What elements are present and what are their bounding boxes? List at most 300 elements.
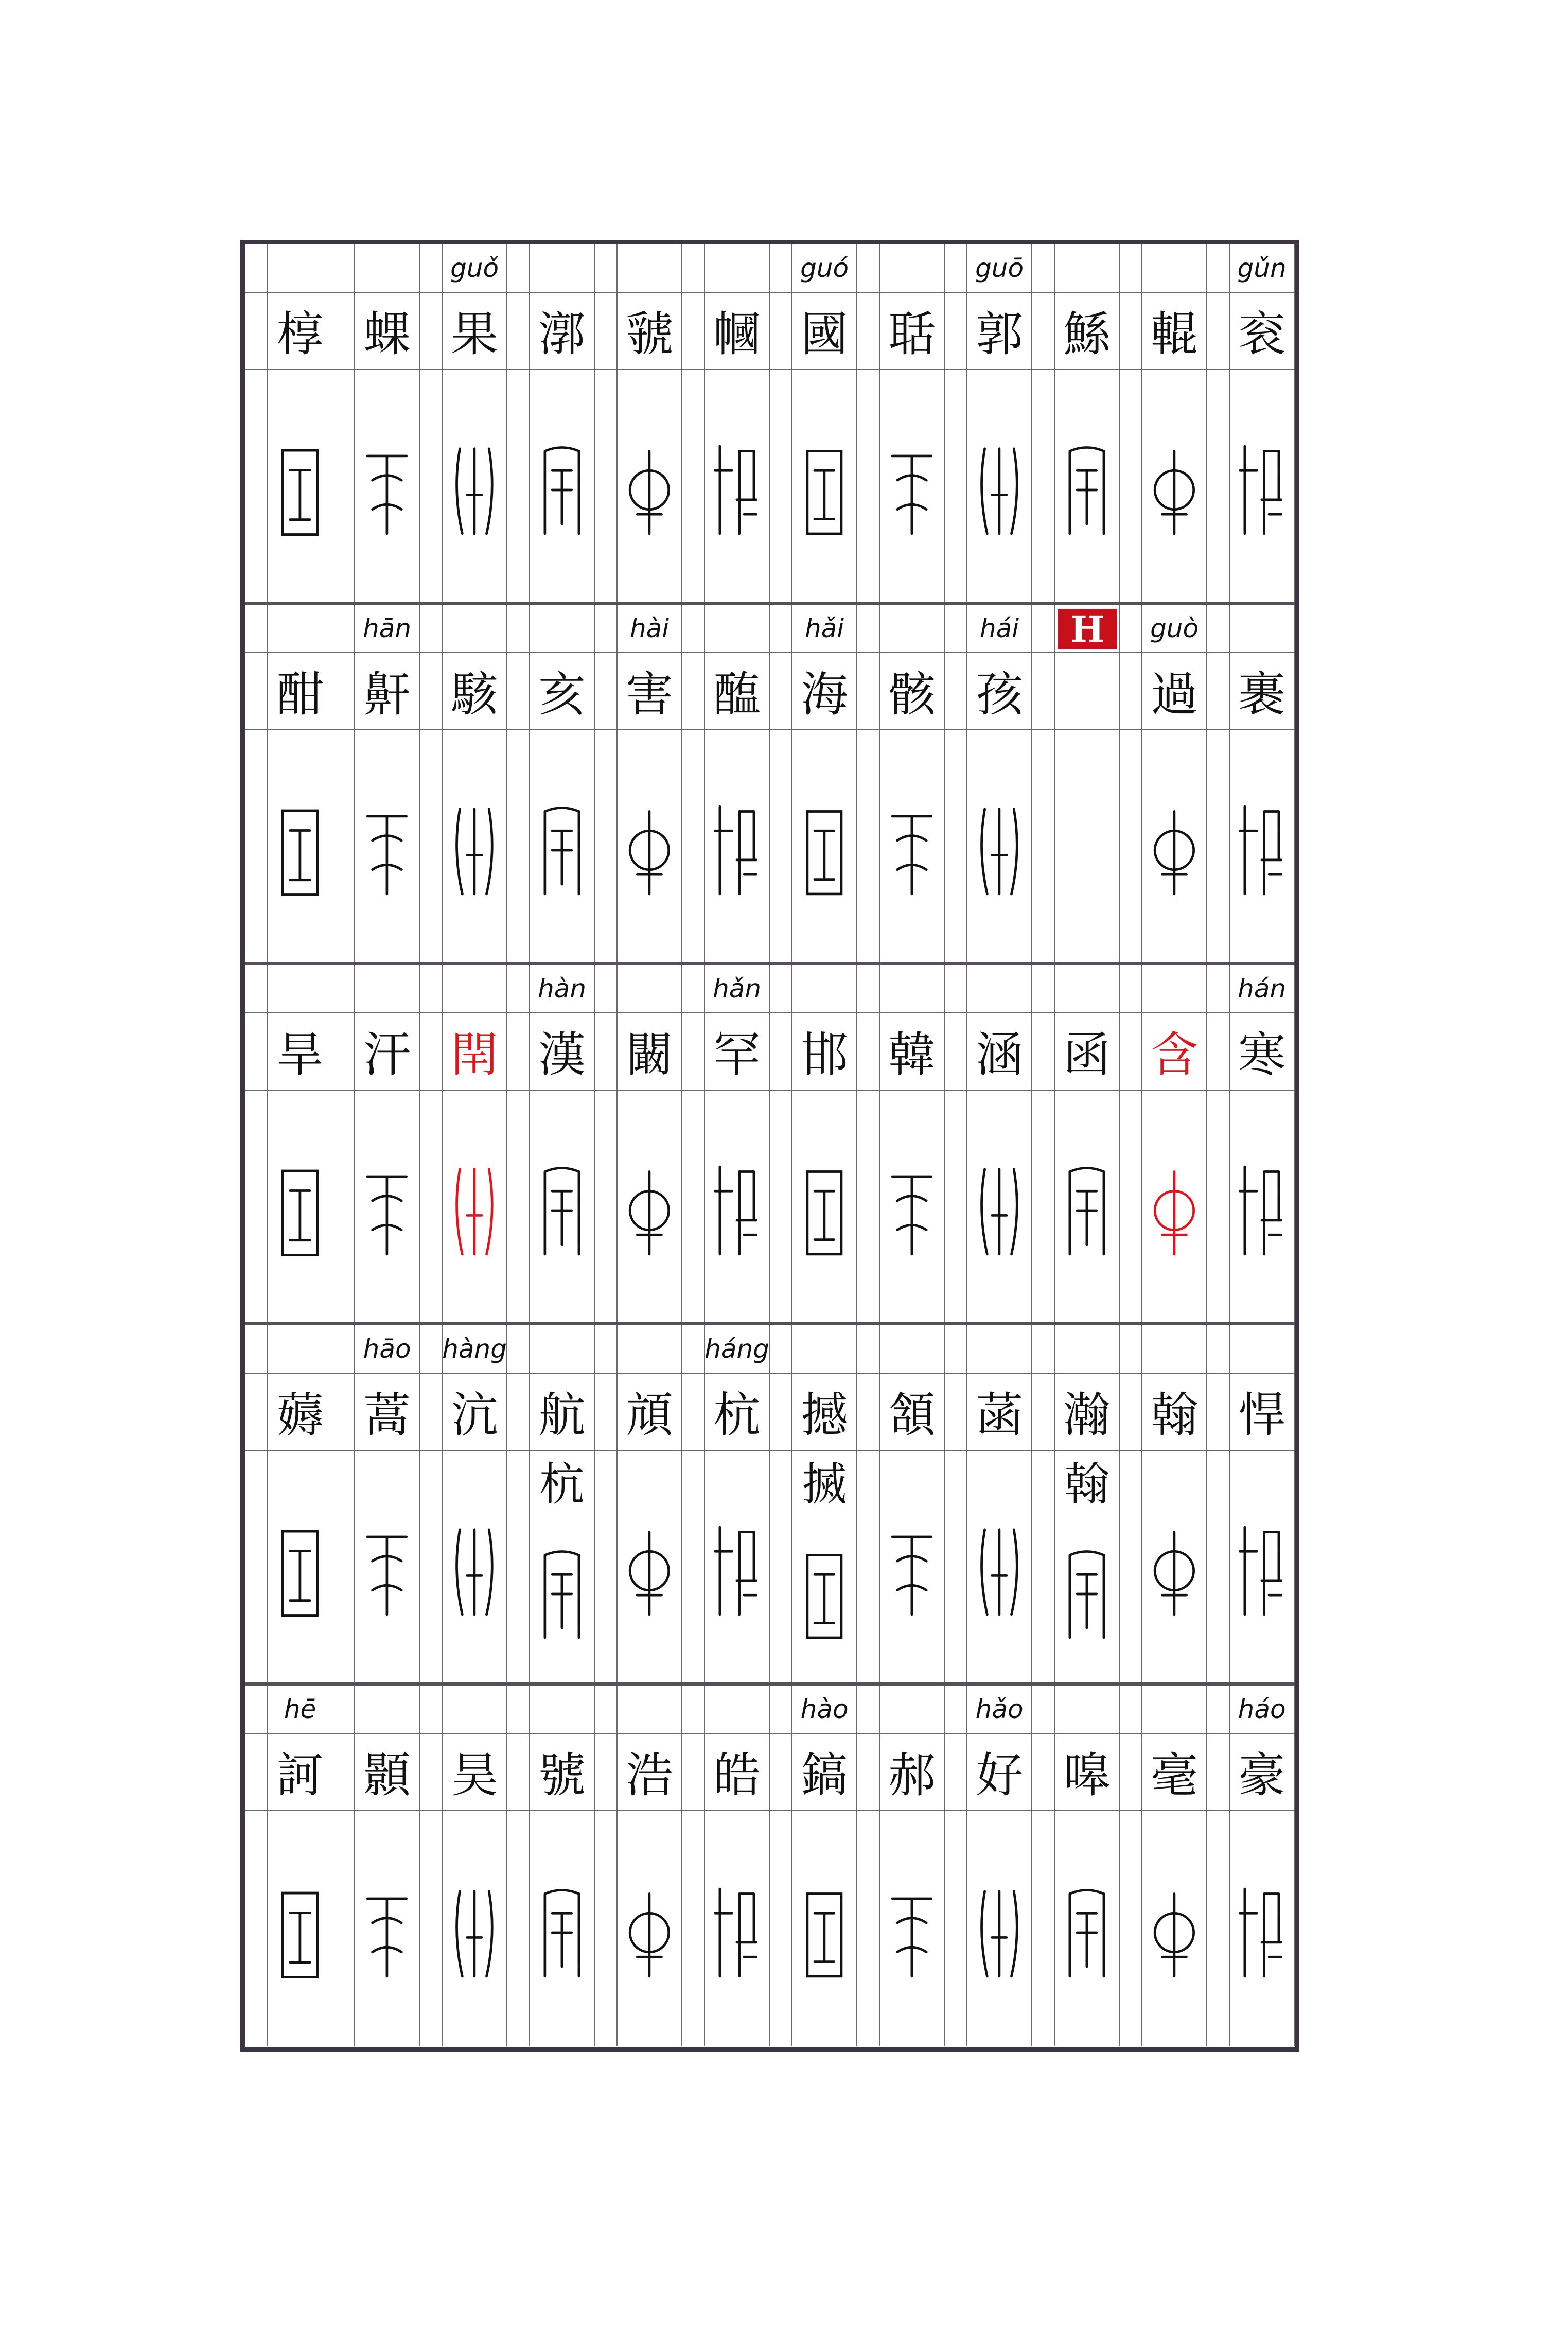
spacer-column: [245, 1686, 268, 2046]
spacer-column: [1032, 1686, 1055, 2046]
seal-script-glyph: [448, 1475, 501, 1667]
traditional-character: 幗: [713, 307, 761, 362]
seal-script-glyph: [710, 1475, 764, 1667]
spacer-column: [945, 1686, 967, 2046]
spacer-column: [595, 244, 618, 602]
character-entry: [1230, 244, 1295, 602]
traditional-character: 杭: [713, 1388, 761, 1443]
spacer-column: [332, 965, 355, 1322]
pinyin-label: [1055, 965, 1119, 1012]
character-entry: [1142, 244, 1207, 602]
pinyin-label: [880, 605, 944, 652]
pinyin-label: [880, 965, 944, 1012]
traditional-character: 蜾: [363, 307, 411, 362]
spacer-column: [945, 965, 967, 1322]
spacer-column: [245, 965, 268, 1322]
character-entry: [268, 1325, 332, 1682]
seal-script-glyph: [973, 1114, 1026, 1307]
spacer-column: [595, 1686, 618, 2046]
pinyin-label: háo: [1238, 1694, 1286, 1724]
traditional-character: 虢: [626, 307, 674, 362]
character-entry: [967, 1325, 1032, 1682]
pinyin-label: [792, 1325, 856, 1373]
spacer-column: [245, 244, 268, 602]
character-entry: [1230, 1686, 1295, 2046]
spacer-column: [945, 244, 967, 602]
seal-script-glyph: [360, 1475, 414, 1667]
character-entry: [618, 1325, 682, 1682]
traditional-character: 含: [1151, 1027, 1199, 1082]
seal-script-glyph: [273, 1835, 327, 2030]
traditional-character: 頷: [888, 1388, 936, 1443]
character-entry: [268, 1686, 332, 2046]
pinyin-label: [1142, 1686, 1206, 1733]
character-entry: [705, 965, 770, 1322]
character-entry: [530, 244, 595, 602]
seal-script-glyph: [273, 1114, 327, 1307]
pinyin-label: [1142, 244, 1206, 292]
character-entry: [1142, 965, 1207, 1322]
character-entry: [355, 244, 420, 602]
pinyin-label: [443, 1686, 506, 1733]
spacer-column: [332, 605, 355, 962]
seal-script-glyph: [885, 754, 939, 947]
seal-script-glyph: [1235, 394, 1289, 586]
spacer-column: [682, 244, 705, 602]
pinyin-label: [1142, 1325, 1206, 1373]
traditional-character: 椁: [276, 307, 324, 362]
traditional-character: 國: [801, 307, 849, 362]
seal-script-glyph: [1148, 754, 1201, 947]
seal-script-glyph: [535, 1114, 589, 1307]
spacer-column: [770, 965, 792, 1322]
pinyin-label: [705, 605, 769, 652]
character-entry: [967, 605, 1032, 962]
pinyin-label: hái: [979, 614, 1019, 643]
spacer-column: [1207, 244, 1230, 602]
character-entry: [792, 244, 857, 602]
pinyin-label: [1142, 965, 1206, 1012]
pinyin-label: [880, 1325, 944, 1373]
seal-script-glyph: [360, 754, 414, 947]
character-entry: [967, 244, 1032, 602]
character-entry: [443, 965, 507, 1322]
table-band-5: [245, 1686, 1295, 2046]
traditional-character: 駭: [451, 667, 499, 722]
seal-script-glyph: [448, 754, 501, 947]
pinyin-label: [618, 1686, 681, 1733]
pinyin-label: hàng: [442, 1334, 507, 1364]
pinyin-label: guǒ: [450, 253, 499, 283]
character-entry: [618, 965, 682, 1322]
seal-script-glyph: [1060, 1114, 1114, 1307]
traditional-character: 悍: [1238, 1388, 1286, 1443]
character-entry: [705, 1686, 770, 2046]
pinyin-label: [530, 244, 594, 292]
pinyin-label: gǔn: [1237, 253, 1287, 283]
spacer-column: [245, 605, 268, 962]
character-entry: [268, 244, 332, 602]
traditional-character: 果: [451, 307, 499, 362]
traditional-character: 漷: [538, 307, 586, 362]
pinyin-label: [1230, 1325, 1294, 1373]
character-entry: [1055, 244, 1120, 602]
seal-script-glyph: [448, 1835, 501, 2030]
seal-script-glyph: [623, 754, 676, 947]
pinyin-label: hài: [629, 614, 670, 643]
spacer-column: [857, 965, 880, 1322]
character-entry: [967, 1686, 1032, 2046]
pinyin-label: [443, 965, 506, 1012]
character-entry: [1230, 605, 1295, 962]
character-entry: [443, 1325, 507, 1682]
seal-script-glyph: [535, 1835, 589, 2030]
character-entry: [268, 605, 332, 962]
traditional-character: 翰: [1151, 1388, 1199, 1443]
spacer-column: [770, 1325, 792, 1682]
table-band-2: [245, 605, 1295, 965]
seal-script-glyph: [973, 394, 1026, 586]
spacer-column: [1207, 1686, 1230, 2046]
traditional-character: 聒: [888, 307, 936, 362]
pinyin-label: [268, 1325, 332, 1373]
spacer-column: [1120, 605, 1142, 962]
spacer-column: [1207, 1325, 1230, 1682]
spacer-column: [770, 1686, 792, 2046]
spacer-column: [1207, 965, 1230, 1322]
traditional-character: 毫: [1151, 1748, 1199, 1803]
section-marker-badge: H: [1058, 609, 1117, 649]
character-entry: [1055, 965, 1120, 1322]
pinyin-label: [1230, 605, 1294, 652]
character-entry: [1142, 1325, 1207, 1682]
character-entry: [1055, 1686, 1120, 2046]
seal-script-glyph: [798, 394, 851, 586]
spacer-column: [1032, 1325, 1055, 1682]
spacer-column: [1120, 1686, 1142, 2046]
seal-script-glyph: [885, 1475, 939, 1667]
seal-script-glyph: [360, 1114, 414, 1307]
seal-script-glyph: [973, 1835, 1026, 2030]
spacer-column: [595, 1325, 618, 1682]
traditional-character: 邯: [801, 1027, 849, 1082]
seal-script-glyph: [1148, 1114, 1201, 1307]
table-band-4: [245, 1325, 1295, 1686]
seal-script-glyph: [1235, 1475, 1289, 1667]
traditional-character: 過: [1151, 667, 1199, 722]
pinyin-label: [268, 965, 332, 1012]
spacer-column: [682, 1686, 705, 2046]
spacer-column: [682, 965, 705, 1322]
pinyin-label: hǎi: [804, 614, 844, 643]
traditional-character: 鯀: [1063, 307, 1111, 362]
spacer-column: [507, 605, 530, 962]
spacer-column: [1032, 605, 1055, 962]
traditional-character: 薅: [276, 1388, 324, 1443]
traditional-character: 海: [801, 667, 849, 722]
character-entry: [355, 1325, 420, 1682]
traditional-character: 輥: [1151, 307, 1199, 362]
spacer-column: [1032, 965, 1055, 1322]
seal-script-glyph: [1060, 394, 1114, 586]
traditional-character: 昊: [451, 1748, 499, 1803]
spacer-column: [595, 605, 618, 962]
character-table: [240, 240, 1299, 2052]
pinyin-label: [618, 244, 681, 292]
pinyin-label: [443, 605, 506, 652]
traditional-character: 皓: [713, 1748, 761, 1803]
traditional-character: 蒿: [363, 1388, 411, 1443]
seal-script-glyph: [1148, 1475, 1201, 1667]
character-entry: [355, 1686, 420, 2046]
traditional-character: 顥: [363, 1748, 411, 1803]
traditional-character: 旱: [276, 1027, 324, 1082]
character-entry: [1230, 965, 1295, 1322]
pinyin-label: hǎn: [713, 974, 762, 1004]
character-entry: [1055, 1325, 1120, 1682]
spacer-column: [507, 965, 530, 1322]
character-entry: [1230, 1325, 1295, 1682]
pinyin-label: [705, 244, 769, 292]
pinyin-label: [1055, 244, 1119, 292]
spacer-column: [420, 1325, 443, 1682]
traditional-character: 裹: [1238, 667, 1286, 722]
seal-script-glyph: [448, 394, 501, 586]
traditional-character: 涵: [976, 1027, 1024, 1082]
spacer-column: [507, 1686, 530, 2046]
seal-script-glyph: [798, 1835, 851, 2030]
spacer-column: [770, 605, 792, 962]
seal-script-glyph: [885, 394, 939, 586]
traditional-character: 亥: [538, 667, 586, 722]
character-entry: [1142, 1686, 1207, 2046]
character-entry: [530, 1325, 595, 1682]
traditional-character: 菡: [976, 1388, 1024, 1443]
pinyin-label: hē: [284, 1694, 316, 1724]
character-entry: [792, 1686, 857, 2046]
character-entry: [443, 244, 507, 602]
spacer-column: [332, 244, 355, 602]
spacer-column: [857, 1686, 880, 2046]
seal-script-glyph: [1235, 1835, 1289, 2030]
seal-script-glyph: [1060, 1521, 1114, 1667]
spacer-column: [420, 1686, 443, 2046]
traditional-character: 鼾: [363, 667, 411, 722]
seal-script-glyph: [710, 1114, 764, 1307]
seal-script-glyph: [710, 394, 764, 586]
pinyin-label: hāo: [363, 1334, 411, 1364]
spacer-column: [420, 965, 443, 1322]
character-entry: [355, 965, 420, 1322]
seal-script-glyph: [448, 1114, 501, 1307]
spacer-column: [682, 1325, 705, 1682]
seal-script-glyph: [273, 1475, 327, 1667]
character-entry: [355, 605, 420, 962]
character-entry: [1142, 605, 1207, 962]
spacer-column: [507, 1325, 530, 1682]
character-entry: [880, 1686, 945, 2046]
seal-script-glyph: [623, 1114, 676, 1307]
traditional-character: 醢: [713, 667, 761, 722]
traditional-character: 號: [538, 1748, 586, 1803]
traditional-character: 汗: [363, 1027, 411, 1082]
pinyin-label: [1055, 1686, 1119, 1733]
pinyin-label: [880, 244, 944, 292]
spacer-column: [1032, 244, 1055, 602]
spacer-column: [770, 244, 792, 602]
spacer-column: [945, 1325, 967, 1682]
character-entry: [443, 605, 507, 962]
spacer-column: [595, 965, 618, 1322]
pinyin-label: háng: [704, 1334, 769, 1364]
traditional-character: 好: [976, 1748, 1024, 1803]
character-entry: [880, 965, 945, 1322]
spacer-column: [332, 1325, 355, 1682]
character-entry: [530, 965, 595, 1322]
character-entry: [268, 965, 332, 1322]
seal-script-glyph: [973, 1475, 1026, 1667]
pinyin-label: [1055, 1325, 1119, 1373]
character-entry: [792, 1325, 857, 1682]
traditional-character: 頏: [626, 1388, 674, 1443]
spacer-column: [857, 244, 880, 602]
spacer-column: [1207, 605, 1230, 962]
pinyin-label: hào: [800, 1694, 849, 1724]
traditional-character: 酣: [276, 667, 324, 722]
variant-character: 翰: [1064, 1458, 1110, 1511]
traditional-character: 韓: [888, 1027, 936, 1082]
character-entry: [880, 244, 945, 602]
pinyin-label: guō: [975, 253, 1024, 283]
pinyin-label: hán: [1238, 974, 1287, 1004]
traditional-character: 郭: [976, 307, 1024, 362]
seal-script-glyph: [885, 1114, 939, 1307]
traditional-character: 漢: [538, 1027, 586, 1082]
pinyin-label: guò: [1150, 614, 1199, 643]
traditional-character: 衮: [1238, 307, 1286, 362]
character-entry: [967, 965, 1032, 1322]
traditional-character: 郝: [888, 1748, 936, 1803]
spacer-column: [420, 605, 443, 962]
spacer-column: [420, 244, 443, 602]
pinyin-label: hàn: [538, 974, 587, 1004]
seal-script-glyph: [535, 1521, 589, 1667]
pinyin-label: [705, 1686, 769, 1733]
traditional-character: 豪: [1238, 1748, 1286, 1803]
traditional-character: 孩: [976, 667, 1024, 722]
spacer-column: [1120, 965, 1142, 1322]
variant-character: 杭: [539, 1458, 585, 1511]
spacer-column: [857, 605, 880, 962]
table-band-3: [245, 965, 1295, 1325]
spacer-column: [507, 244, 530, 602]
seal-script-glyph: [360, 394, 414, 586]
seal-script-glyph: [535, 754, 589, 947]
pinyin-label: [618, 965, 681, 1012]
seal-script-glyph: [798, 1114, 851, 1307]
pinyin-label: [792, 965, 856, 1012]
seal-script-glyph: [1148, 1835, 1201, 2030]
seal-script-glyph: [623, 394, 676, 586]
seal-script-glyph: [798, 1521, 851, 1667]
character-entry: [530, 605, 595, 962]
seal-script-glyph: [273, 754, 327, 947]
traditional-character: 函: [1063, 1027, 1111, 1082]
character-entry: [792, 605, 857, 962]
character-entry: [880, 1325, 945, 1682]
pinyin-label: [618, 1325, 681, 1373]
character-entry: [443, 1686, 507, 2046]
pinyin-label: [530, 605, 594, 652]
table-band-1: [245, 244, 1295, 605]
variant-character: 搣: [802, 1458, 848, 1511]
pinyin-label: [967, 965, 1031, 1012]
spacer-column: [945, 605, 967, 962]
character-entry: [705, 244, 770, 602]
spacer-column: [1120, 244, 1142, 602]
traditional-character: 鎬: [801, 1748, 849, 1803]
pinyin-label: [355, 244, 419, 292]
traditional-character: 訶: [276, 1748, 324, 1803]
character-entry: [880, 605, 945, 962]
character-entry: [618, 1686, 682, 2046]
spacer-column: [682, 605, 705, 962]
pinyin-label: [355, 965, 419, 1012]
traditional-character: 瀚: [1063, 1388, 1111, 1443]
seal-script-glyph: [798, 754, 851, 947]
traditional-character: 害: [626, 667, 674, 722]
seal-script-glyph: [623, 1475, 676, 1667]
seal-script-glyph: [535, 394, 589, 586]
traditional-character: 閈: [451, 1027, 499, 1082]
traditional-character: 闞: [626, 1027, 674, 1082]
character-entry: [792, 965, 857, 1322]
traditional-character: 浩: [626, 1748, 674, 1803]
character-entry: [618, 605, 682, 962]
pinyin-label: hǎo: [975, 1694, 1024, 1724]
spacer-column: [857, 1325, 880, 1682]
traditional-character: 罕: [713, 1027, 761, 1082]
pinyin-label: hān: [363, 614, 412, 643]
traditional-character: 寒: [1238, 1027, 1286, 1082]
character-entry: [618, 244, 682, 602]
traditional-character: 撼: [801, 1388, 849, 1443]
character-entry: [705, 605, 770, 962]
pinyin-label: [967, 1325, 1031, 1373]
pinyin-label: [530, 1325, 594, 1373]
character-entry: [530, 1686, 595, 2046]
seal-script-glyph: [1060, 1835, 1114, 2030]
traditional-character: 骸: [888, 667, 936, 722]
character-entry: [1055, 605, 1120, 962]
seal-script-glyph: [1235, 754, 1289, 947]
pinyin-label: guó: [800, 253, 849, 283]
seal-script-glyph: [1148, 394, 1201, 586]
traditional-character: 航: [538, 1388, 586, 1443]
seal-script-glyph: [360, 1835, 414, 2030]
pinyin-label: [355, 1686, 419, 1733]
spacer-column: [245, 1325, 268, 1682]
seal-script-glyph: [973, 754, 1026, 947]
traditional-character: 沆: [451, 1388, 499, 1443]
seal-script-glyph: [710, 754, 764, 947]
pinyin-label: [880, 1686, 944, 1733]
pinyin-label: [268, 605, 332, 652]
seal-script-glyph: [623, 1835, 676, 2030]
pinyin-label: [268, 244, 332, 292]
character-entry: [705, 1325, 770, 1682]
seal-script-glyph: [885, 1835, 939, 2030]
